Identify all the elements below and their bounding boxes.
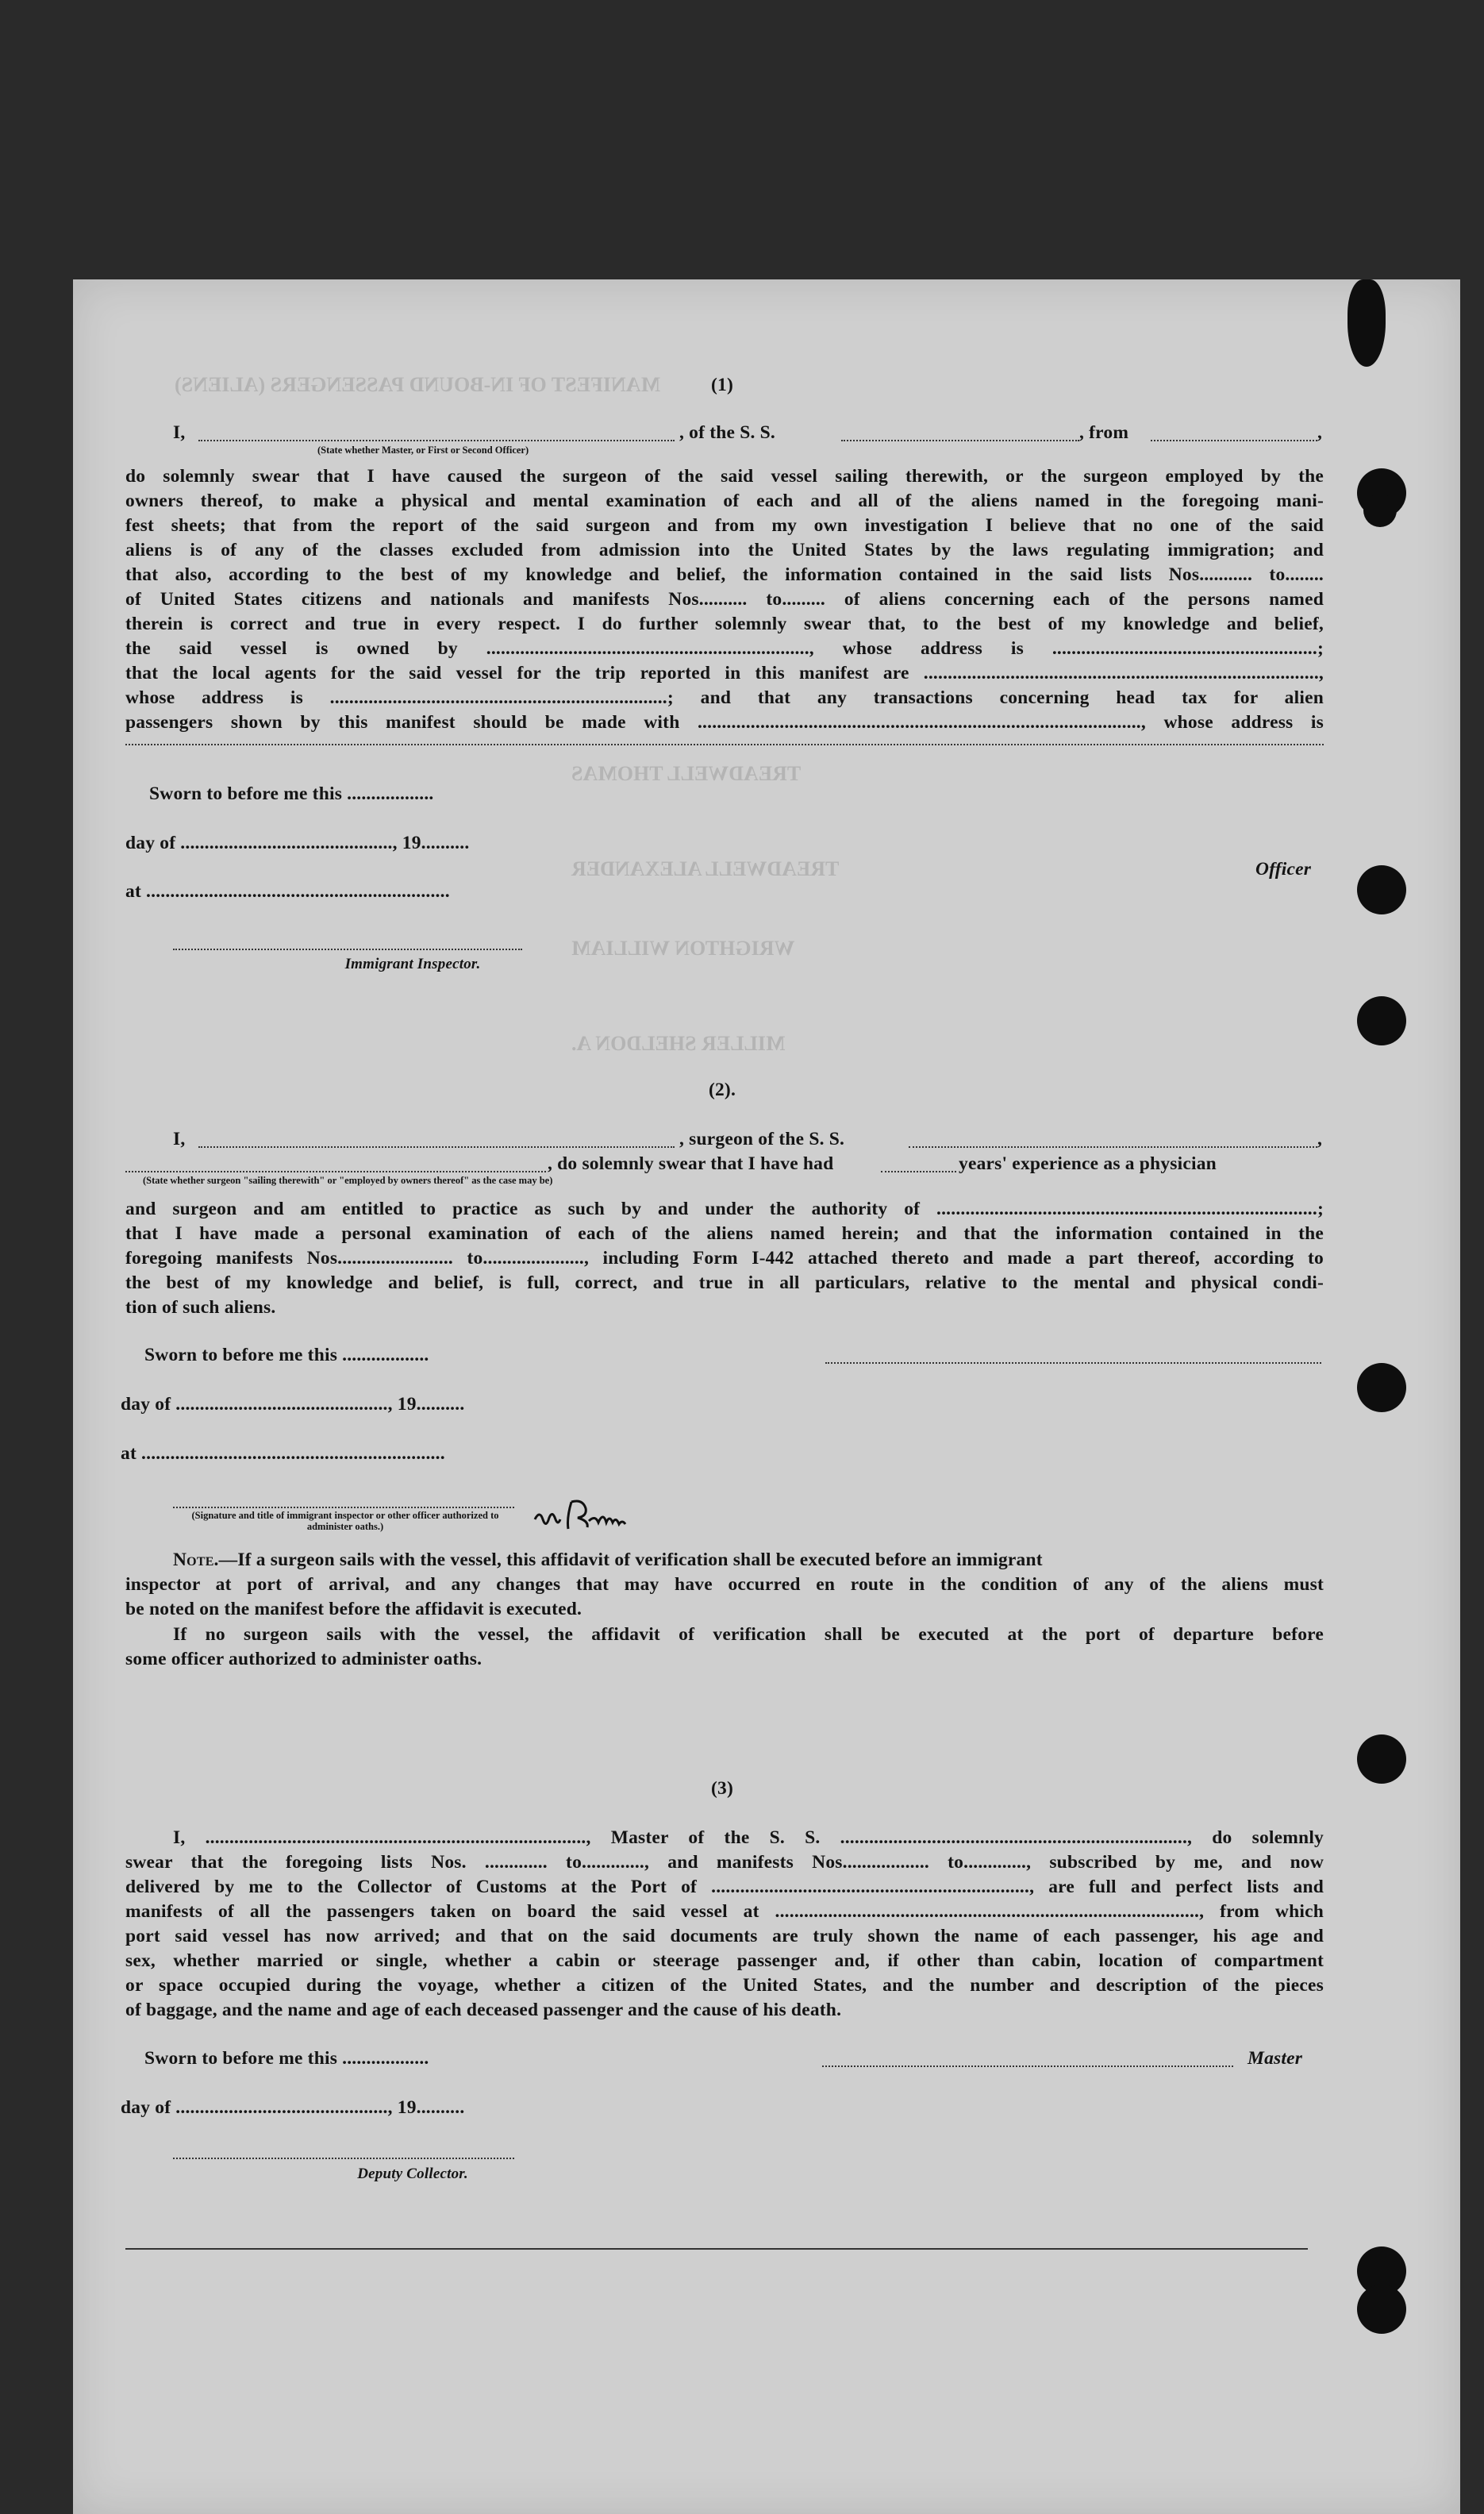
signature-line bbox=[822, 2065, 1233, 2067]
oath-text: that I have made a personal examination of each of the aliens named herein; and that the information contained in the bbox=[125, 1223, 1324, 1244]
oath-text: the said vessel is owned by ..................................................................., whose address is .......................................................; bbox=[125, 638, 1324, 659]
section-number: (3) bbox=[710, 1778, 733, 1799]
form-label: I, bbox=[173, 422, 186, 443]
oath-text: passengers shown by this manifest should be made with ............................................................................................, whose address is bbox=[125, 712, 1324, 733]
field-caption: (State whether Master, or First or Second Officer) bbox=[317, 445, 529, 456]
at-label: at ............................................................... bbox=[125, 881, 450, 902]
show-through-text: TREADWELL ALEXANDER bbox=[571, 857, 840, 880]
deputy-collector-label: Deputy Collector. bbox=[357, 2166, 468, 2182]
show-through-text: MANIFEST OF IN-BOUND PASSENGERS (ALIENS) bbox=[175, 373, 661, 396]
section-number: (2). bbox=[708, 1080, 736, 1100]
blank-line bbox=[125, 744, 1324, 745]
section-number: (1) bbox=[710, 375, 733, 395]
blank-line bbox=[841, 440, 1079, 441]
note-line: some officer authorized to administer oaths. bbox=[125, 1649, 482, 1669]
blank-line bbox=[909, 1146, 1317, 1148]
oath-text: sex, whether married or single, whether a cabin or steerage passenger and, if other than cabin, location of compartment bbox=[125, 1950, 1324, 1971]
oath-text: I, ..............................................................................., Master of the S. S. ........................................................................, do solemnly bbox=[173, 1827, 1324, 1848]
oath-text: port said vessel has now arrived; and that on the said documents are truly shown the name of each passenger, his age and bbox=[125, 1926, 1324, 1946]
blank-line bbox=[198, 1146, 675, 1148]
blank-line bbox=[125, 1171, 546, 1172]
form-label: , from bbox=[1079, 422, 1129, 443]
sworn-label: Sworn to before me this .................. bbox=[144, 1345, 429, 1365]
oath-text: foregoing manifests Nos........................ to....................., including Form I-442 attached thereto and made a part thereof, according to bbox=[125, 1248, 1324, 1269]
signature-line bbox=[173, 2158, 514, 2159]
form-label: , do solemnly swear that I have had bbox=[548, 1153, 834, 1174]
note-line: —If a surgeon sails with the vessel, this affidavit of verification shall be executed before an immigrant bbox=[218, 1550, 1043, 1570]
oath-text: manifests of all the passengers taken on board the said vessel at ........................................................................................, from which bbox=[125, 1901, 1324, 1922]
form-label: , bbox=[1317, 1129, 1323, 1149]
form-label: I, bbox=[173, 1129, 186, 1149]
oath-text: do solemnly swear that I have caused the surgeon of the said vessel sailing therewith, or the surgeon employed by the bbox=[125, 466, 1324, 487]
blank-line bbox=[1151, 440, 1317, 441]
punch-hole bbox=[1363, 494, 1397, 527]
form-label: years' experience as a physician bbox=[959, 1153, 1217, 1174]
note-line: inspector at port of arrival, and any changes that may have occurred en route in the condition of any of the aliens must bbox=[125, 1574, 1324, 1595]
signature-image bbox=[530, 1492, 641, 1540]
sworn-label: Sworn to before me this .................. bbox=[149, 783, 434, 804]
note-text bbox=[173, 1548, 1324, 1572]
punch-hole bbox=[1357, 1734, 1406, 1784]
sworn-label: Sworn to before me this .................. bbox=[144, 2048, 429, 2069]
oath-text: owners thereof, to make a physical and mental examination of each and all of the aliens named in the foregoing mani- bbox=[125, 491, 1324, 511]
oath-text: that also, according to the best of my knowledge and belief, the information contained in the said lists Nos........... to........ bbox=[125, 564, 1324, 585]
oath-text: swear that the foregoing lists Nos. ............. to............., and manifests Nos.................. to............., subscribed by me, and now bbox=[125, 1852, 1324, 1873]
show-through-text: MILLER SHELDON A. bbox=[571, 1032, 786, 1055]
signature-line bbox=[173, 949, 522, 950]
punch-hole bbox=[1357, 1363, 1406, 1412]
blank-line bbox=[881, 1171, 956, 1172]
oath-text: and surgeon and am entitled to practice as such by and under the authority of ...............................................................................; bbox=[125, 1199, 1324, 1219]
inspector-label: Immigrant Inspector. bbox=[344, 956, 481, 972]
oath-text: whose address is ......................................................................; and that any transactions concerning head tax for alien bbox=[125, 687, 1324, 708]
oath-text: of baggage, and the name and age of each deceased passenger and the cause of his death. bbox=[125, 2000, 842, 2020]
show-through-text: WRIGHTON WILLIAM bbox=[571, 937, 795, 960]
punch-hole bbox=[1357, 996, 1406, 1045]
signature-line bbox=[825, 1362, 1321, 1364]
day-of-label: day of ............................................, 19.......... bbox=[125, 833, 470, 853]
oath-text: of United States citizens and nationals and manifests Nos.......... to......... of aliens concerning each of the persons named bbox=[125, 589, 1324, 610]
punch-hole bbox=[1357, 2285, 1406, 2334]
form-label: , of the S. S. bbox=[679, 422, 775, 443]
bottom-rule bbox=[125, 2248, 1308, 2250]
oath-text: the best of my knowledge and belief, is full, correct, and true in all particulars, relative to the mental and physical condi- bbox=[125, 1272, 1324, 1293]
signature-line bbox=[173, 1507, 514, 1508]
blank-line bbox=[198, 440, 675, 441]
oath-text: or space occupied during the voyage, whether a citizen of the United States, and the number and description of the pieces bbox=[125, 1975, 1324, 1996]
oath-text: aliens is of any of the classes excluded from admission into the United States by the laws regulating immigration; and bbox=[125, 540, 1324, 560]
note-line: If no surgeon sails with the vessel, the affidavit of verification shall be executed at the port of departure before bbox=[173, 1624, 1324, 1645]
note-label: Note. bbox=[173, 1550, 219, 1570]
punch-hole bbox=[1357, 865, 1406, 914]
oath-text: tion of such aliens. bbox=[125, 1297, 276, 1318]
oath-text: fest sheets; that from the report of the said surgeon and from my own investigation I believe that no one of the said bbox=[125, 515, 1324, 536]
form-label: , surgeon of the S. S. bbox=[679, 1129, 845, 1149]
master-label: Master bbox=[1248, 2048, 1303, 2069]
officer-label: Officer bbox=[1255, 859, 1312, 880]
show-through-text: TREADWELL THOMAS bbox=[571, 762, 802, 785]
punch-hole bbox=[1348, 279, 1386, 367]
note-line: be noted on the manifest before the affidavit is executed. bbox=[125, 1599, 582, 1619]
day-of-label: day of ............................................, 19.......... bbox=[121, 2097, 465, 2118]
field-caption: (State whether surgeon "sailing therewith" or "employed by owners thereof" as the case may be) bbox=[143, 1175, 553, 1186]
oath-text: delivered by me to the Collector of Customs at the Port of .................................................................., are full and perfect lists and bbox=[125, 1877, 1324, 1897]
at-label: at ............................................................... bbox=[121, 1443, 445, 1464]
oath-text: that the local agents for the said vessel for the trip reported in this manifest are .................................................................................., bbox=[125, 663, 1324, 683]
day-of-label: day of ............................................, 19.......... bbox=[121, 1394, 465, 1415]
form-label: , bbox=[1317, 422, 1323, 443]
oath-text: therein is correct and true in every respect. I do further solemnly swear that, to the best of my knowledge and belief, bbox=[125, 614, 1324, 634]
field-caption: (Signature and title of immigrant inspector or other officer authorized to administer oaths.) bbox=[191, 1510, 499, 1532]
